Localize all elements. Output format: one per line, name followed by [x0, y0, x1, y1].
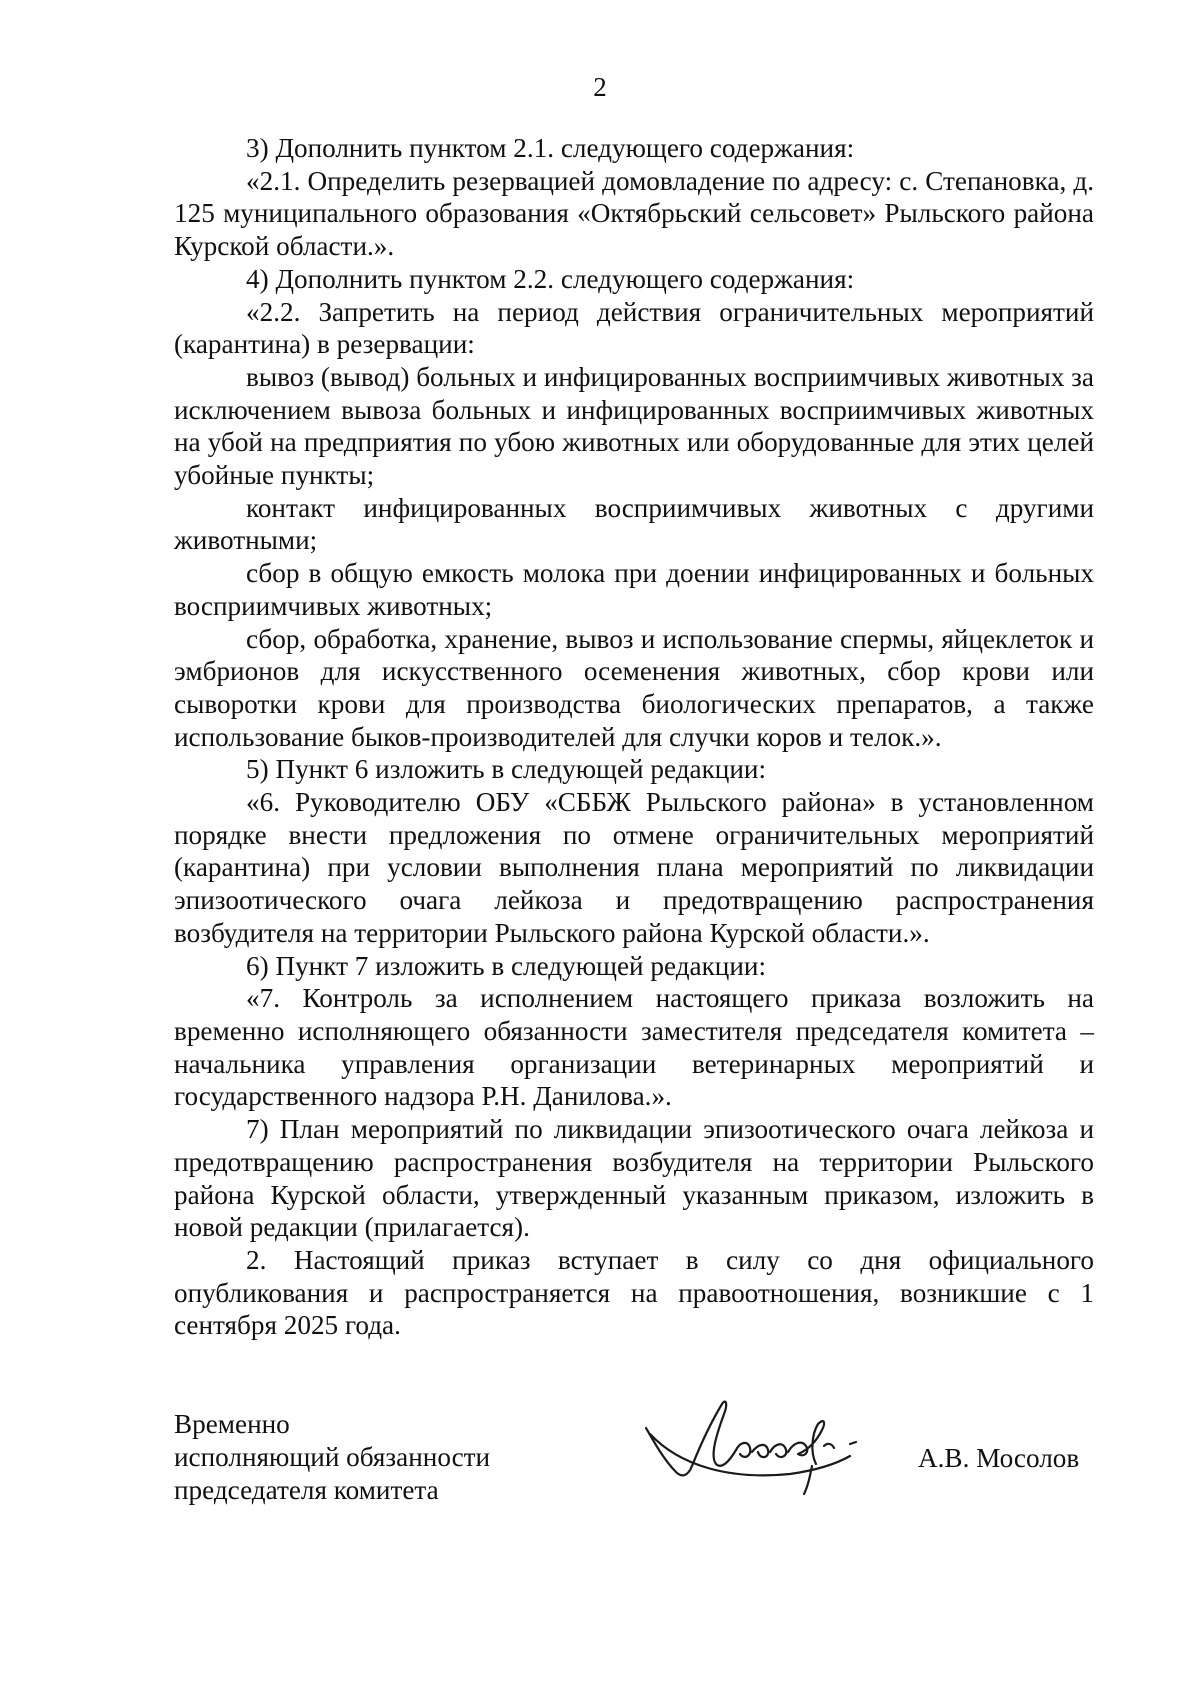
page-number: 2: [593, 72, 607, 102]
paragraph-clause-2-1: «2.1. Определить резервацией домовладение по адресу: с. Степановка, д. 125 муниципального образования «Октябрьский сельсовет» Рыльского района Курской области.».: [174, 165, 1094, 262]
signatory-position: [174, 1408, 490, 1507]
signatory-position-line: исполняющий обязанности: [174, 1442, 491, 1472]
signatory-position-line: председателя комитета: [174, 1475, 439, 1505]
paragraph-item-7: 7) План мероприятий по ликвидации эпизоотического очага лейкоза и предотвращению распространения возбудителя на территории Рыльского района Курской области, утвержденный указанным приказом, изложить в новой редакции (прилагается).: [174, 1114, 1094, 1243]
paragraph-ban-removal: вывоз (вывод) больных и инфицированных восприимчивых животных за исключением вывоза больных и инфицированных восприимчивых животных на убой на предприятия по убою животных или оборудованные для этих целей убойные пункты;: [174, 361, 1094, 491]
paragraph-clause-6: «6. Руководителю ОБУ «СББЖ Рыльского района» в установленном порядке внести предложения по отмене ограничительных мероприятий (карантина) при условии выполнения плана мероприятий по ликвидации эпизоотического очага лейкоза и предотвращению распространения возбудителя на территории Рыльского района Курской области.».: [174, 787, 1094, 948]
paragraph-section-2: 2. Настоящий приказ вступает в силу со дня официального опубликования и распространяется на правоотношения, возникшие с 1 сентября 2025 года.: [174, 1244, 1094, 1341]
paragraph-clause-7: «7. Контроль за исполнением настоящего приказа возложить на временно исполняющего обязанности заместителя председателя комитета – начальника управления организации ветеринарных мероприятий и государственного надзора Р.Н. Данилова.».: [174, 983, 1094, 1112]
document-body: [174, 132, 1094, 1342]
paragraph-ban-contact: контакт инфицированных восприимчивых животных с другими животными;: [174, 492, 1094, 556]
signatory-position-line: Временно: [174, 1409, 290, 1439]
paragraph-item-5: 5) Пункт 6 изложить в следующей редакции:: [246, 754, 766, 785]
handwritten-signature: [640, 1390, 900, 1500]
signatory-name: А.В. Мосолов: [918, 1443, 1080, 1473]
paragraph-item-3: 3) Дополнить пунктом 2.1. следующего содержания:: [246, 133, 855, 163]
paragraph-item-4: 4) Дополнить пунктом 2.2. следующего содержания:: [246, 263, 855, 294]
paragraph-clause-2-2: «2.2. Запретить на период действия ограничительных мероприятий (карантина) в резервации:: [174, 296, 1094, 360]
paragraph-ban-milk: сбор в общую емкость молока при доении инфицированных и больных восприимчивых животных;: [174, 558, 1094, 621]
paragraph-ban-semen: сбор, обработка, хранение, вывоз и использование спермы, яйцеклеток и эмбрионов для искусственного осеменения животных, сбор крови или сыворотки крови для производства биологических препаратов, а также использование быков-производителей для случки коров и телок.».: [174, 623, 1094, 752]
paragraph-item-6: 6) Пункт 7 изложить в следующей редакции:: [246, 950, 766, 981]
